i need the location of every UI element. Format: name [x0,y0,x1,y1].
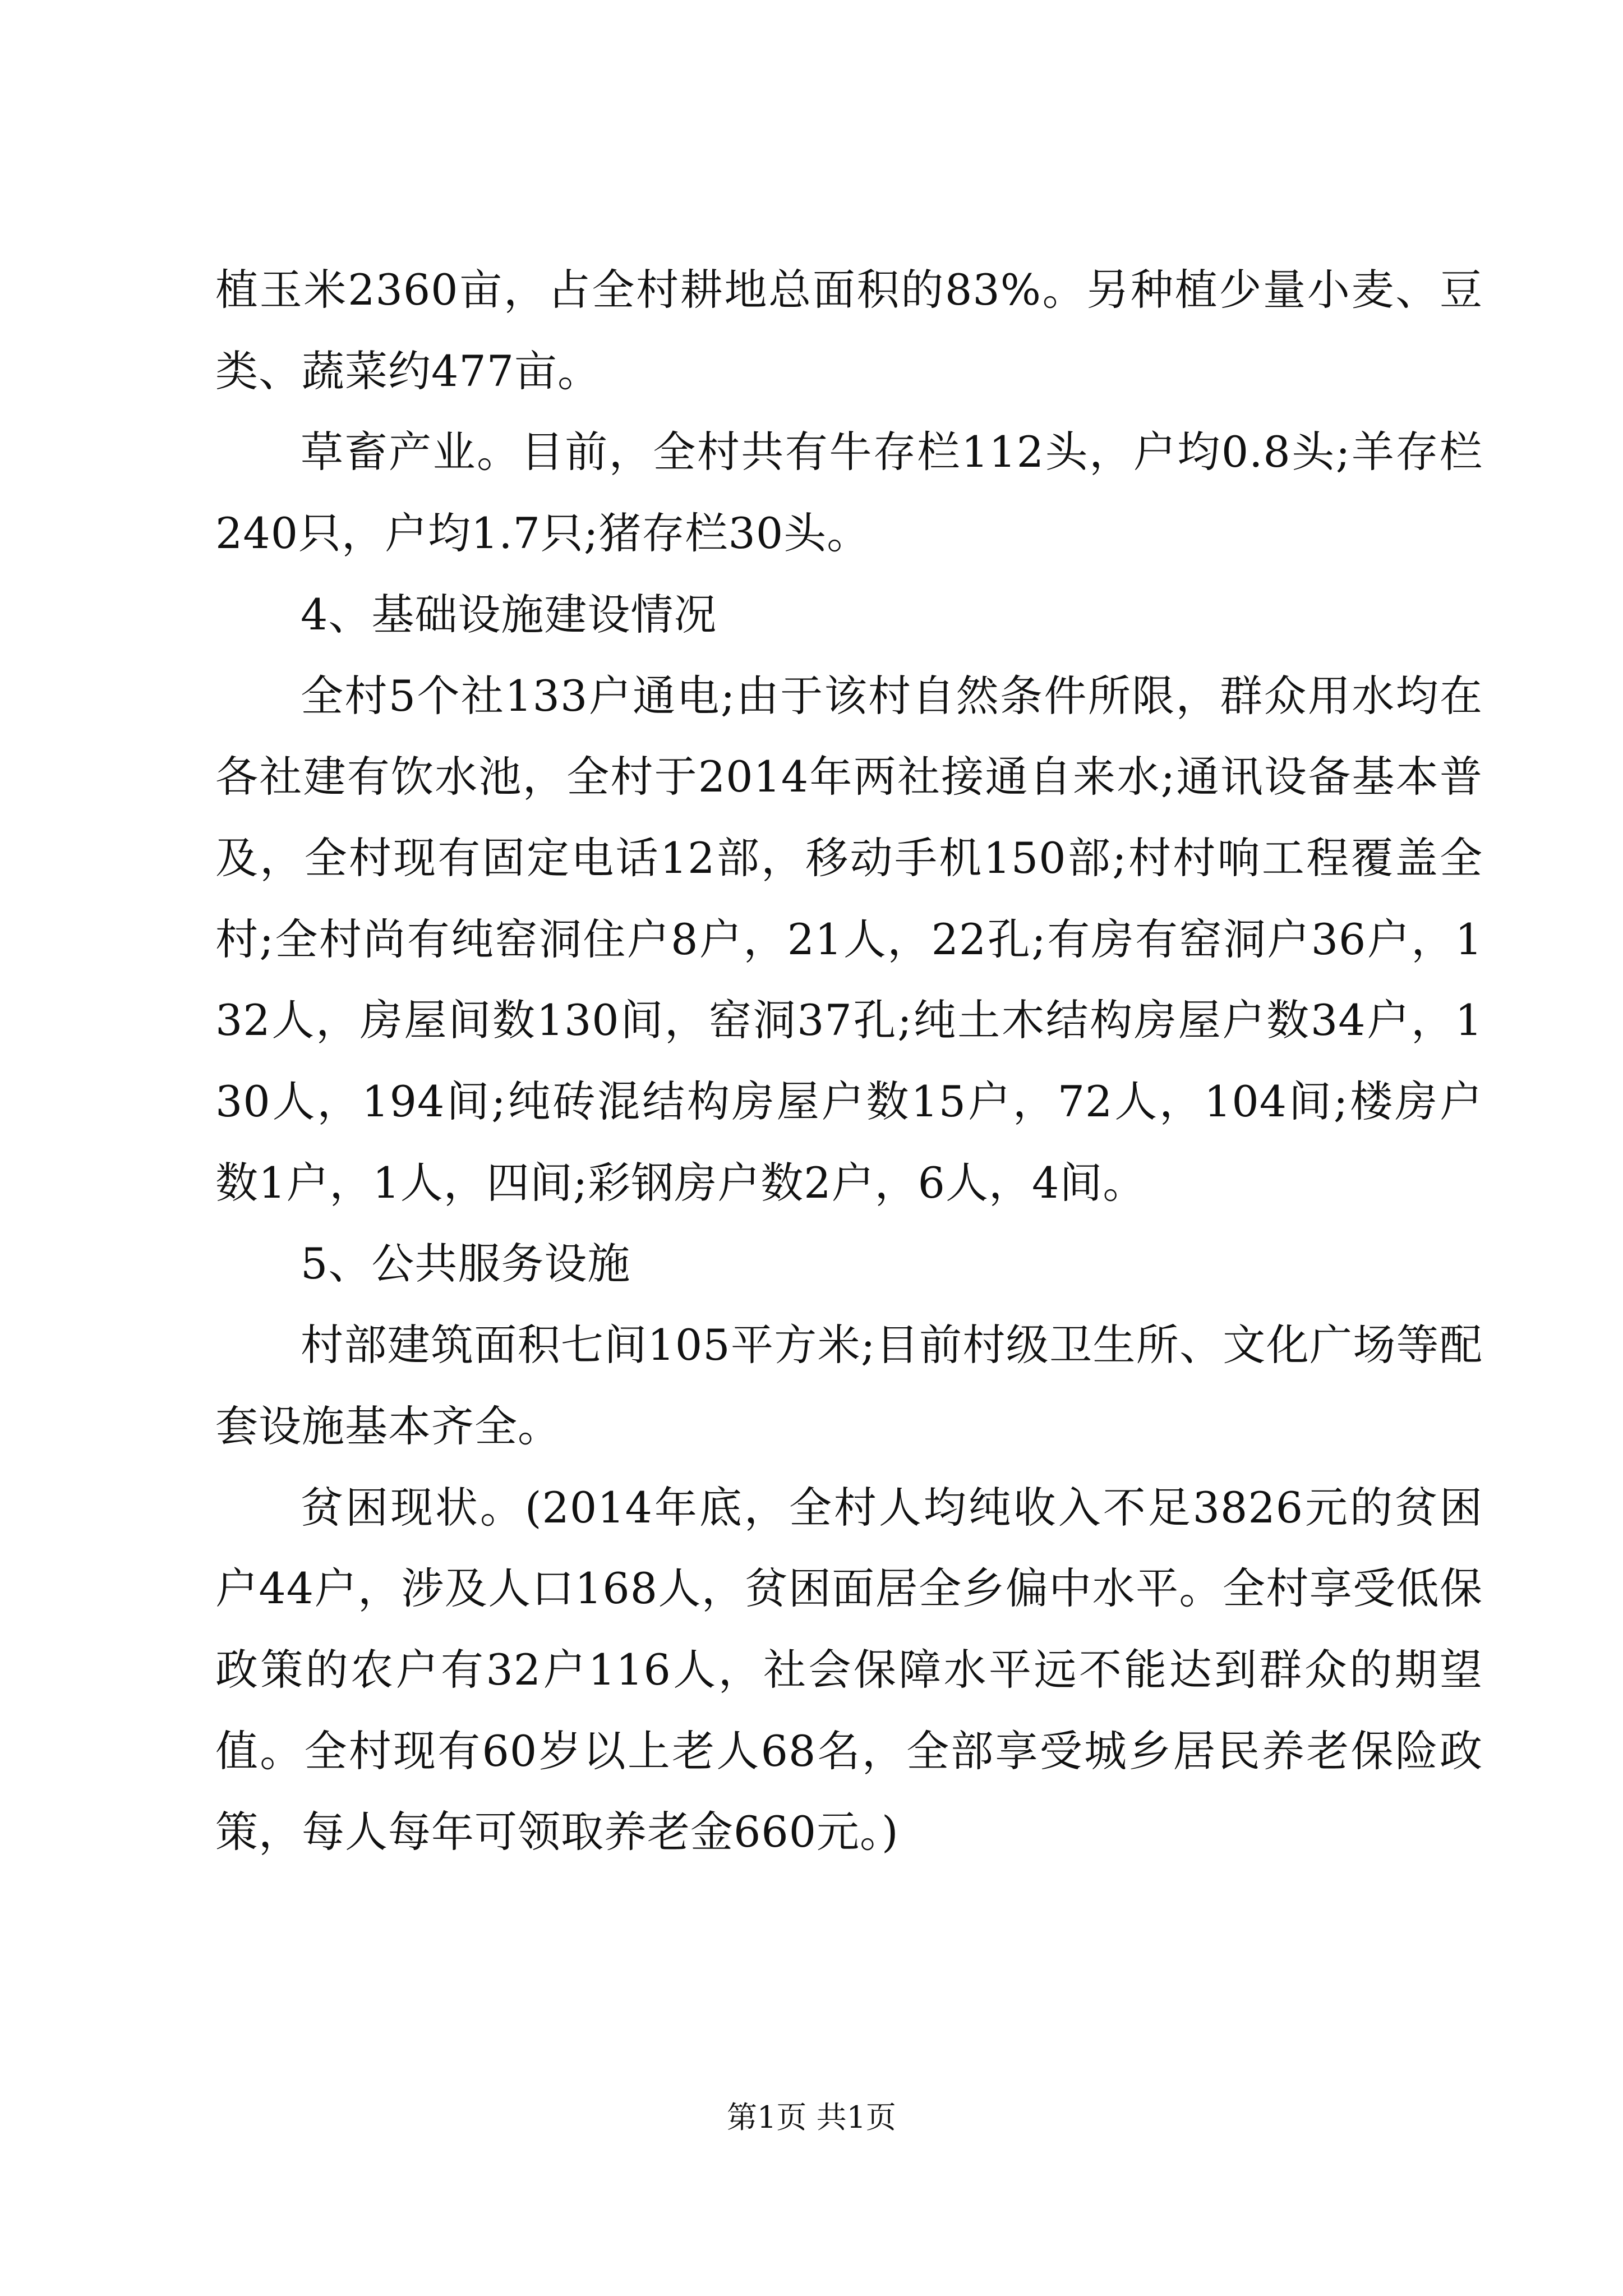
paragraph-planting: 植玉米2360亩，占全村耕地总面积的83%。另种植少量小麦、豆类、蔬菜约477亩。 [215,265,1483,396]
paragraph-livestock: 草畜产业。目前，全村共有牛存栏112头，户均0.8头;羊存栏240只，户均1.7只;猪存栏30头。 [215,427,1483,559]
paragraph-poverty-status: 贫困现状。(2014年底，全村人均纯收入不足3826元的贫困户44户，涉及人口168人，贫困面居全乡偏中水平。全村享受低保政策的农户有32户116人，社会保障水平远不能达到群众的期望值。全村现有60岁以上老人68名，全部享受城乡居民养老保险政策，每人每年可领取养老金660元。) [215,1482,1483,1857]
paragraph-infrastructure: 全村5个社133户通电;由于该村自然条件所限，群众用水均在各社建有饮水池，全村于2014年两社接通自来水;通讯设备基本普及，全村现有固定电话12部，移动手机150部;村村响工程覆盖全村;全村尚有纯窑洞住户8户，21人，22孔;有房有窑洞户36户，132人，房屋间数130间，窑洞37孔;纯土木结构房屋户数34户，130人，194间;纯砖混结构房屋户数15户，72人，104间;楼房户数1户，1人，四间;彩钢房户数2户，6人，4间。 [215,670,1483,1208]
page-footer: 第1页 共1页 [727,2100,896,2135]
section-heading-infrastructure: 4、基础设施建设情况 [301,589,717,639]
document-body [215,250,1483,1873]
section-heading-public-services: 5、公共服务设施 [301,1239,631,1289]
paragraph-public-services: 村部建筑面积七间105平方米;目前村级卫生所、文化广场等配套设施基本齐全。 [215,1320,1483,1451]
